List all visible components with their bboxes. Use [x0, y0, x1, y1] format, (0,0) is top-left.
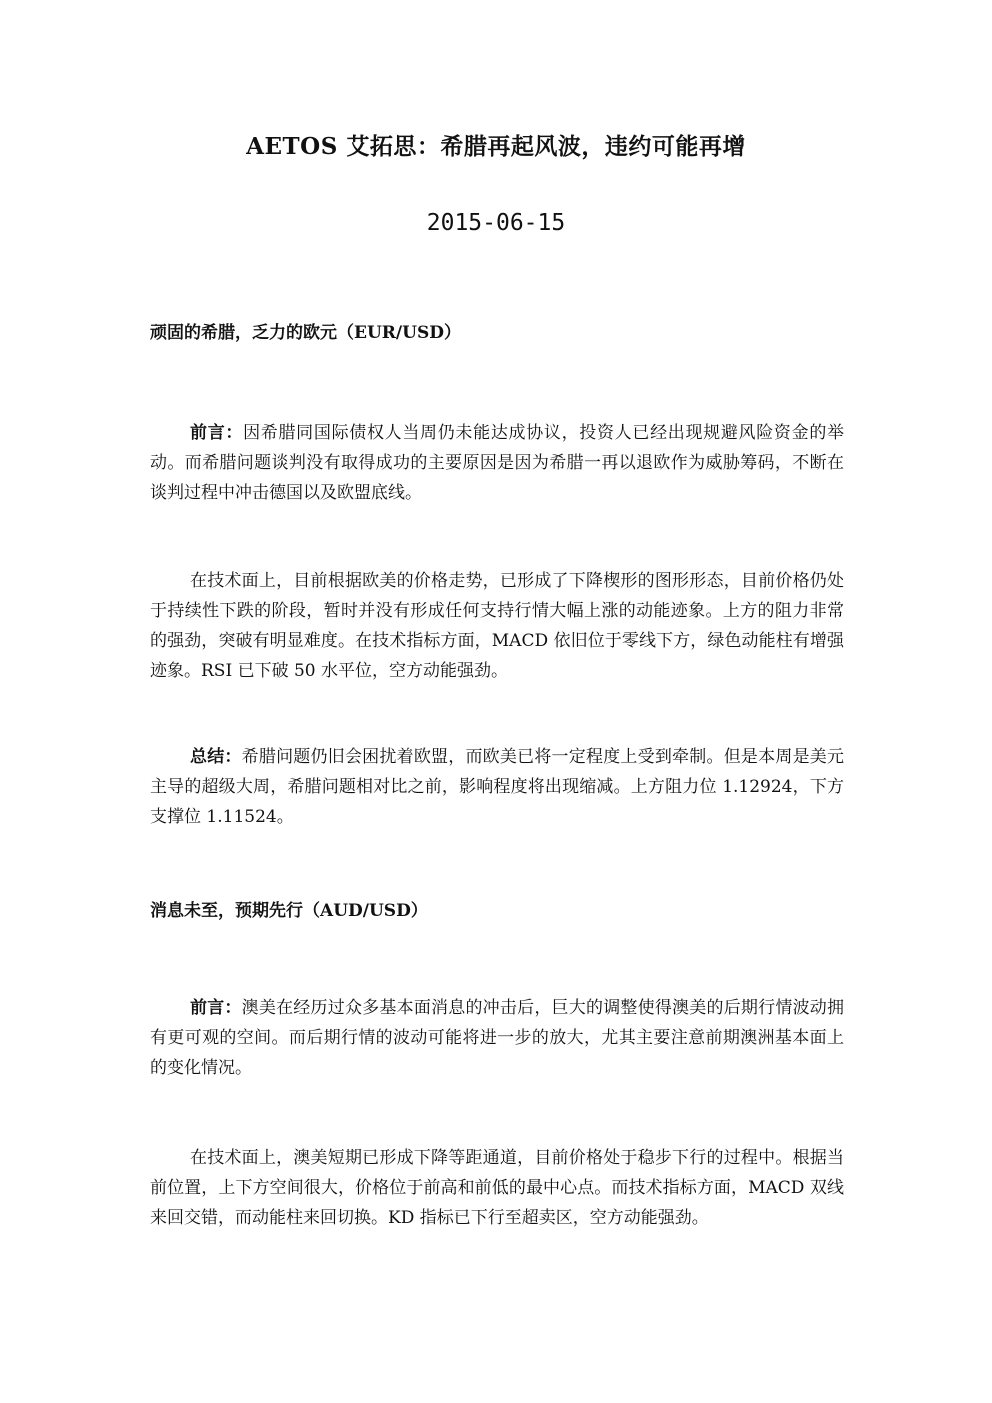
paragraph-text: 希腊问题仍旧会困扰着欧盟，而欧美已将一定程度上受到牵制。但是本周是美元主导的超级大周，希腊问题相对比之前，影响程度将出现缩减。上方阻力位 1.12924，下方支撑位 1.11524。 [150, 747, 845, 827]
paragraph-eur-usd-technical: 在技术面上，目前根据欧美的价格走势，已形成了下降楔形的图形形态，目前价格仍处于持续性下跌的阶段，暂时并没有形成任何支持行情大幅上涨的动能迹象。上方的阻力非常的强劲，突破有明显难度。在技术指标方面，MACD 依旧位于零线下方，绿色动能柱有增强迹象。RSI 已下破 50 水平位，空方动能强劲。 [150, 571, 844, 681]
document-date: 2015-06-15 [426, 210, 566, 236]
document-title: AETOS 艾拓思：希腊再起风波，违约可能再增 [246, 133, 746, 160]
paragraph-aud-usd-intro [150, 993, 844, 1083]
paragraph-lead-label: 前言： [190, 998, 242, 1018]
paragraph-text: 澳美在经历过众多基本面消息的冲击后，巨大的调整使得澳美的后期行情波动拥有更可观的空间。而后期行情的波动可能将进一步的放大，尤其主要注意前期澳洲基本面上的变化情况。 [150, 998, 845, 1078]
paragraph-lead-label: 前言： [190, 423, 244, 443]
section-heading-aud-usd: 消息未至，预期先行（AUD/USD） [150, 901, 428, 921]
paragraph-eur-usd-summary [150, 742, 844, 832]
paragraph-text: 因希腊同国际债权人当周仍未能达成协议，投资人已经出现规避风险资金的举动。而希腊问题谈判没有取得成功的主要原因是因为希腊一再以退欧作为威胁筹码，不断在谈判过程中冲击德国以及欧盟底线。 [150, 423, 845, 503]
section-heading-eur-usd: 顽固的希腊，乏力的欧元（EUR/USD） [150, 323, 461, 343]
paragraph-eur-usd-intro [150, 418, 844, 508]
paragraph-aud-usd-technical: 在技术面上，澳美短期已形成下降等距通道，目前价格处于稳步下行的过程中。根据当前位置，上下方空间很大，价格位于前高和前低的最中心点。而技术指标方面，MACD 双线来回交错，而动能柱来回切换。KD 指标已下行至超卖区，空方动能强劲。 [150, 1148, 844, 1228]
paragraph-lead-label: 总结： [190, 747, 242, 767]
